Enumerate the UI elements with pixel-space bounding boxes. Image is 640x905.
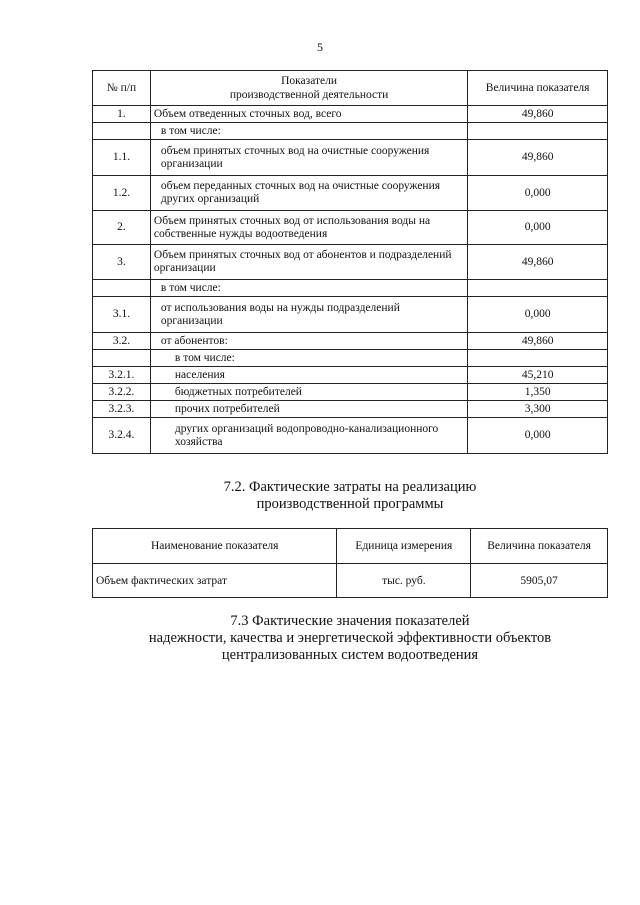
row-value: 49,860	[468, 106, 608, 123]
row-num: 3.	[93, 245, 151, 280]
table-row	[93, 211, 608, 245]
header-value: Величина показателя	[468, 71, 608, 106]
row-value: 0,000	[468, 176, 608, 211]
table-row	[93, 297, 608, 333]
table-row	[93, 176, 608, 211]
header-unit: Единица измерения	[337, 529, 471, 564]
section-7-3-title-line2: надежности, качества и энергетической эффективности объектов	[148, 630, 552, 646]
table-row	[93, 418, 608, 454]
section-7-2-title-line1: 7.2. Фактические затраты на реализацию	[223, 479, 477, 495]
section-7-3-heading	[0, 613, 640, 664]
row-value	[468, 123, 608, 140]
table-row	[93, 564, 608, 598]
row-num: 2.	[93, 211, 151, 245]
page-number: 5	[317, 40, 323, 54]
header-indicator-name: Наименование показателя	[93, 529, 337, 564]
header-indicators-line1: Показатели	[281, 75, 338, 87]
row-num	[93, 280, 151, 297]
header-indicators-line2: производственной деятельности	[229, 89, 389, 101]
row-value: 0,000	[468, 211, 608, 245]
row-name: объем переданных сточных вод на очистные сооружения других организаций	[150, 176, 467, 211]
row-num: 3.2.1.	[93, 367, 151, 384]
table-row	[93, 280, 608, 297]
table-row	[93, 106, 608, 123]
section-7-3-title-line3: централизованных систем водоотведения	[221, 647, 479, 663]
table-header-row	[93, 71, 608, 106]
table-row	[93, 350, 608, 367]
row-num: 1.2.	[93, 176, 151, 211]
row-num: 1.	[93, 106, 151, 123]
row-value: 0,000	[468, 418, 608, 454]
row-num	[93, 123, 151, 140]
table-row	[93, 140, 608, 176]
production-indicators-table	[92, 70, 608, 454]
row-name: Объем фактических затрат	[93, 564, 337, 598]
row-num: 3.1.	[93, 297, 151, 333]
section-7-2-title-line2: производственной программы	[256, 496, 444, 512]
row-value: 49,860	[468, 333, 608, 350]
row-num: 3.2.	[93, 333, 151, 350]
row-num: 3.2.4.	[93, 418, 151, 454]
header-indicators	[150, 71, 467, 106]
section-7-3-title-line1: 7.3 Фактические значения показателей	[230, 613, 470, 629]
header-value: Величина показателя	[471, 529, 608, 564]
table-row	[93, 333, 608, 350]
row-value	[468, 280, 608, 297]
header-num: № п/п	[93, 71, 151, 106]
table-row	[93, 384, 608, 401]
section-7-2-heading	[0, 479, 640, 513]
row-name: от использования воды на нужды подразделений организации	[150, 297, 467, 333]
row-value: 49,860	[468, 245, 608, 280]
table-row	[93, 367, 608, 384]
row-value: 0,000	[468, 297, 608, 333]
row-name: Объем отведенных сточных вод, всего	[150, 106, 467, 123]
table-header-row	[93, 529, 608, 564]
table-row	[93, 245, 608, 280]
row-name: в том числе:	[150, 350, 467, 367]
row-name: в том числе:	[150, 123, 467, 140]
row-num: 3.2.3.	[93, 401, 151, 418]
row-name: населения	[150, 367, 467, 384]
row-name: объем принятых сточных вод на очистные сооружения организации	[150, 140, 467, 176]
row-value: 49,860	[468, 140, 608, 176]
row-num: 1.1.	[93, 140, 151, 176]
row-num	[93, 350, 151, 367]
row-unit: тыс. руб.	[337, 564, 471, 598]
row-value: 45,210	[468, 367, 608, 384]
row-name: Объем принятых сточных вод от абонентов и подразделений организации	[150, 245, 467, 280]
row-num: 3.2.2.	[93, 384, 151, 401]
row-name: бюджетных потребителей	[150, 384, 467, 401]
row-name: других организаций водопроводно-канализационного хозяйства	[150, 418, 467, 454]
table-row	[93, 123, 608, 140]
row-name: прочих потребителей	[150, 401, 467, 418]
row-value: 1,350	[468, 384, 608, 401]
row-value: 3,300	[468, 401, 608, 418]
row-value: 5905,07	[471, 564, 608, 598]
row-name: Объем принятых сточных вод от использования воды на собственные нужды водоотведения	[150, 211, 467, 245]
row-value	[468, 350, 608, 367]
row-name: в том числе:	[150, 280, 467, 297]
row-name: от абонентов:	[150, 333, 467, 350]
table-row	[93, 401, 608, 418]
actual-costs-table	[92, 528, 608, 598]
